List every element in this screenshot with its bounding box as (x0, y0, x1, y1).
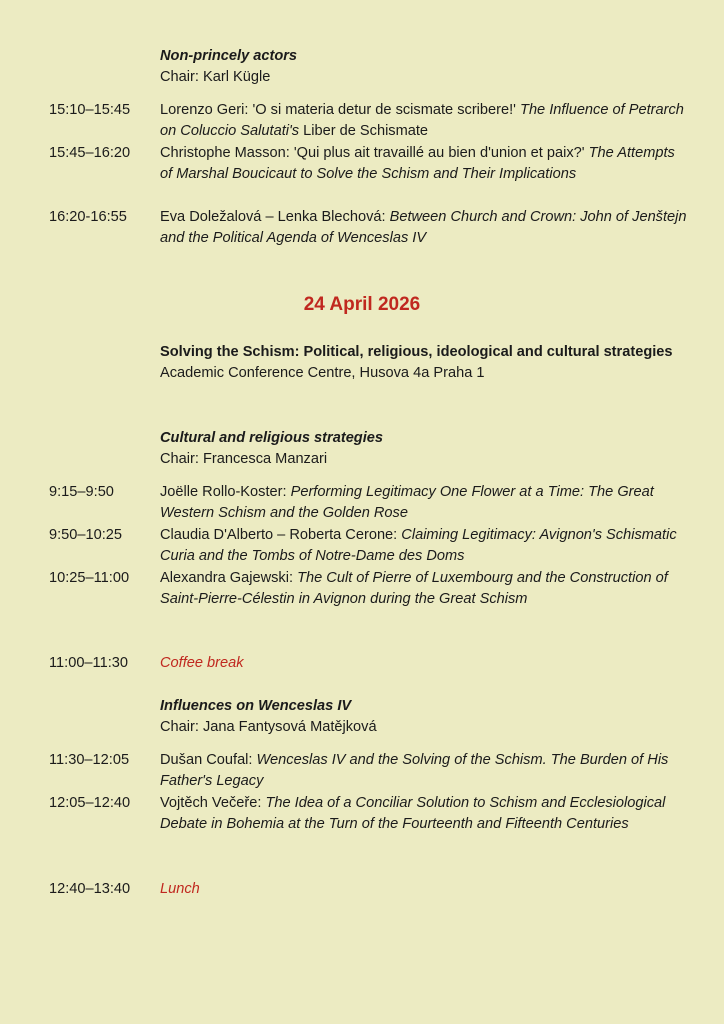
talk-entry (160, 143, 690, 185)
talk-title: Wenceslas IV and the Solving of the Schism. The Burden of His Father's Legacy (160, 752, 669, 789)
talk-title: The Attempts of Marshal Boucicaut to Solve the Schism and Their Implications (160, 145, 675, 182)
talk-speaker: Alexandra Gajewski: (160, 570, 298, 586)
talk-title: Performing Legitimacy One Flower at a Time: The Great Western Schism and the Golden Rose (160, 484, 654, 521)
talk-entry (160, 525, 690, 567)
talk-time: 12:05–12:40 (49, 795, 131, 811)
talk-speaker: Christophe Masson: (160, 145, 294, 161)
talk-title: The Cult of Pierre of Luxembourg and the Construction of Saint-Pierre-Célestin in Avignon during the Great Schism (160, 570, 668, 607)
session-title: Cultural and religious strategies (160, 430, 384, 446)
session-chair: Chair: Francesca Manzari (160, 451, 328, 467)
session-title: Influences on Wenceslas IV (160, 698, 352, 714)
session-influences-header (160, 696, 690, 738)
talk-entry (160, 568, 690, 610)
lunch-time: 12:40–13:40 (49, 881, 131, 897)
main-section-header (160, 342, 690, 384)
talk-speaker: Vojtěch Večeře: (160, 795, 266, 811)
talk-time: 16:20-16:55 (49, 209, 127, 225)
talk-title-quote: 'O si materia detur de scismate scribere!' (252, 102, 521, 118)
talk-speaker: Claudia D'Alberto – Roberta Cerone: (160, 527, 402, 543)
session-title: Non-princely actors (160, 48, 298, 64)
talk-title: The Influence of Petrarch on Coluccio Salutati's (160, 102, 684, 139)
section-title: Solving the Schism: Political, religious, ideological and cultural strategies (160, 344, 673, 360)
talk-speaker: Dušan Coufal: (160, 752, 257, 768)
talk-time: 15:45–16:20 (49, 145, 131, 161)
session-chair: Chair: Jana Fantysová Matějková (160, 719, 377, 735)
talk-title: The Idea of a Conciliar Solution to Schism and Ecclesiological Debate in Bohemia at the Turn of the Fourteenth and Fifteenth Centuries (160, 795, 666, 832)
coffee-break-label: Coffee break (160, 655, 244, 671)
talk-time: 11:30–12:05 (49, 752, 130, 768)
session-cultural-header (160, 428, 690, 470)
lunch-label: Lunch (160, 881, 200, 897)
talk-entry (160, 482, 690, 524)
talk-speaker: Joëlle Rollo-Koster: (160, 484, 291, 500)
talk-title-tail: Liber de Schismate (303, 123, 429, 139)
talk-time: 9:50–10:25 (49, 527, 123, 543)
talk-time: 10:25–11:00 (49, 570, 130, 586)
talk-speaker: Lorenzo Geri: (160, 102, 253, 118)
talk-entry (160, 100, 690, 142)
talk-entry (160, 750, 690, 792)
talk-entry (160, 793, 690, 835)
break-time: 11:00–11:30 (49, 655, 128, 671)
session-non-princely-header (160, 46, 690, 88)
section-venue: Academic Conference Centre, Husova 4a Praha 1 (160, 365, 485, 381)
talk-time: 9:15–9:50 (49, 484, 114, 500)
talk-speaker: Eva Doležalová – Lenka Blechová: (160, 209, 390, 225)
talk-title: Claiming Legitimacy: Avignon's Schismatic Curia and the Tombs of Notre-Dame des Doms (160, 527, 677, 564)
talk-time: 15:10–15:45 (49, 102, 131, 118)
talk-title: Between Church and Crown: John of Jenštejn and the Political Agenda of Wenceslas IV (160, 209, 687, 246)
session-chair: Chair: Karl Kügle (160, 69, 271, 85)
talk-entry (160, 207, 690, 249)
talk-title-quote: 'Qui plus ait travaillé au bien d'union et paix?' (293, 145, 589, 161)
day-date-heading: 24 April 2026 (303, 294, 421, 315)
